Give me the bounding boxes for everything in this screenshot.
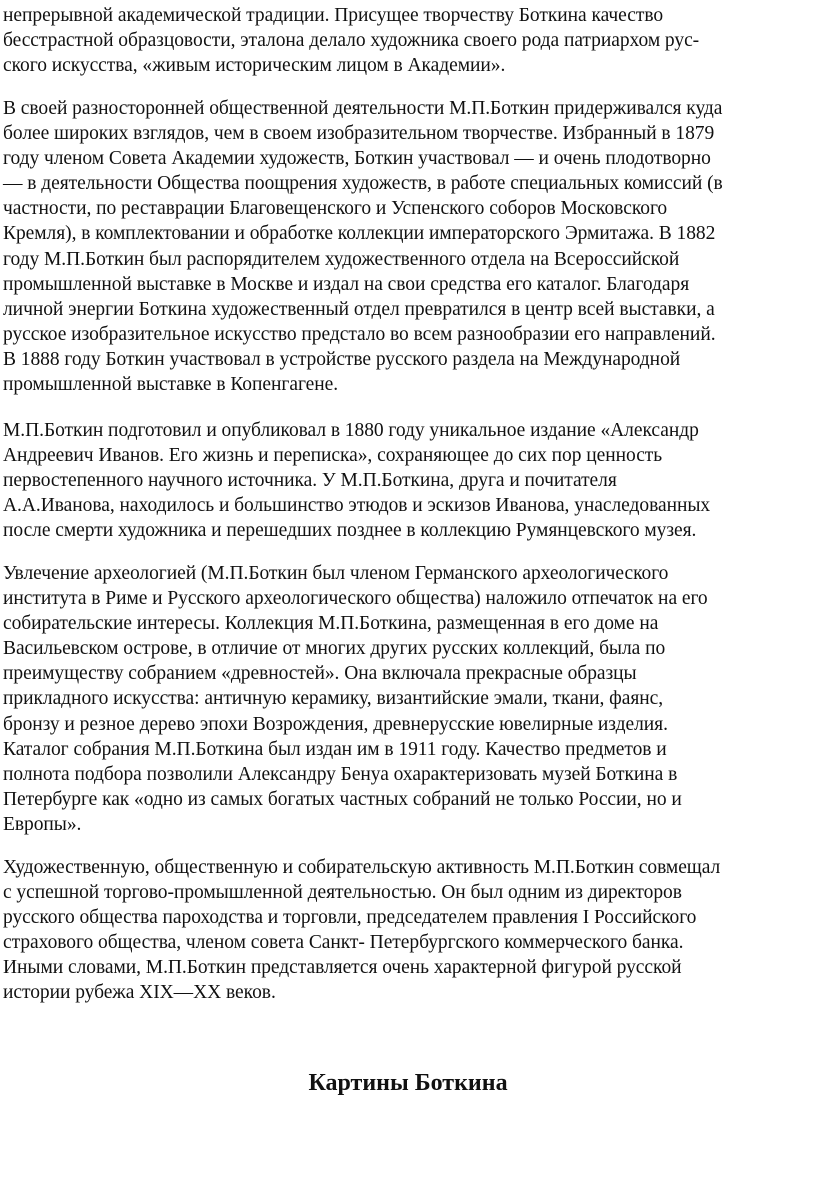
- text-line: с успешной торгово-промышленной деятельностью. Он был одним из директоров: [3, 882, 682, 904]
- text-line: непрерывной академической традиции. Присущее творчеству Боткина качество: [3, 5, 664, 26]
- text-line: Увлечение археологией (М.П.Боткин был членом Германского археологического: [3, 563, 669, 584]
- text-line: Петербурге как «одно из самых богатых частных собраний не только России, но и: [3, 788, 682, 810]
- paragraph-public-activity: [3, 96, 723, 397]
- text-line: после смерти художника и перешедших позднее в коллекцию Румянцевского музея.: [3, 520, 697, 542]
- text-line: Иными словами, М.П.Боткин представляется очень характерной фигурой русской: [3, 957, 682, 979]
- text-line: личной энергии Боткина художественный отдел превратился в центр всей выставки, а: [3, 298, 715, 320]
- text-line: прикладного искусства: античную керамику, византийские эмали, ткани, фаянс,: [3, 688, 664, 710]
- text-line: полнота подбора позволили Александру Бенуа охарактеризовать музей Боткина в: [3, 763, 678, 785]
- text-line: В 1888 году Боткин участвовал в устройстве русского раздела на Международной: [3, 348, 681, 370]
- text-line: русское изобразительное искусство предстало во всем разнообразии его направлений.: [3, 323, 716, 345]
- text-line: страхового общества, членом совета Санкт- Петербургского коммерческого банка.: [3, 932, 684, 954]
- text-line: бронзу и резное дерево эпохи Возрождения, древнерусские ювелирные изделия.: [3, 713, 668, 735]
- text-line: А.А.Иванова, находилось и большинство этюдов и эскизов Иванова, унаследованных: [3, 495, 711, 517]
- text-line: году М.П.Боткин был распорядителем художественного отдела на Всероссийской: [3, 248, 680, 270]
- text-line: частности, по реставрации Благовещенского и Успенского соборов Московского: [3, 198, 668, 220]
- text-line: бесстрастной образцовости, эталона делало художника своего рода патриархом рус-: [3, 30, 700, 52]
- text-line: В своей разносторонней общественной деятельности М.П.Боткин придерживался куда: [3, 98, 723, 119]
- text-line: году членом Совета Академии художеств, Боткин участвовал — и очень плодотворно: [3, 148, 711, 170]
- text-line: Европы».: [3, 813, 82, 835]
- paragraph-ivanov-publication: [3, 418, 710, 543]
- text-line: русского общества пароходства и торговли, председателем правления I Российского: [3, 907, 697, 929]
- text-line: промышленной выставке в Копенгагене.: [3, 374, 339, 396]
- text-line: промышленной выставке в Москве и издал на свои средства его каталог. Благодаря: [3, 273, 690, 295]
- text-line: Васильевском острове, в отличие от многих других русских коллекций, была по: [3, 638, 666, 660]
- paragraph-academic-tradition: [3, 3, 699, 78]
- text-line: ского искусства, «живым историческим лицом в Академии».: [3, 55, 506, 77]
- text-line: — в деятельности Общества поощрения художеств, в работе специальных комиссий (в: [3, 173, 723, 195]
- text-line: М.П.Боткин подготовил и опубликовал в 1880 году уникальное издание «Александр: [3, 420, 699, 441]
- paragraph-archaeology-collection: [3, 561, 708, 837]
- section-heading: Картины Боткина: [308, 1070, 508, 1096]
- text-line: истории рубежа XIX—XX веков.: [3, 982, 276, 1004]
- text-line: более широких взглядов, чем в своем изобразительном творчестве. Избранный в 1879: [3, 123, 715, 145]
- text-line: преимуществу собранием «древностей». Она включала прекрасные образцы: [3, 663, 637, 685]
- text-line: института в Риме и Русского археологического общества) наложило отпечаток на его: [3, 588, 708, 610]
- text-line: Кремля), в комплектовании и обработке коллекции императорского Эрмитажа. В 1882: [3, 223, 716, 245]
- text-line: первостепенного научного источника. У М.П.Боткина, друга и почитателя: [3, 470, 617, 492]
- text-line: собирательские интересы. Коллекция М.П.Боткина, размещенная в его доме на: [3, 613, 659, 635]
- paragraph-business-activity: [3, 855, 720, 1006]
- text-line: Андреевич Иванов. Его жизнь и переписка», сохраняющее до сих пор ценность: [3, 445, 663, 467]
- text-line: Каталог собрания М.П.Боткина был издан им в 1911 году. Качество предметов и: [3, 738, 667, 760]
- text-line: Художественную, общественную и собирательскую активность М.П.Боткин совмещал: [3, 857, 721, 878]
